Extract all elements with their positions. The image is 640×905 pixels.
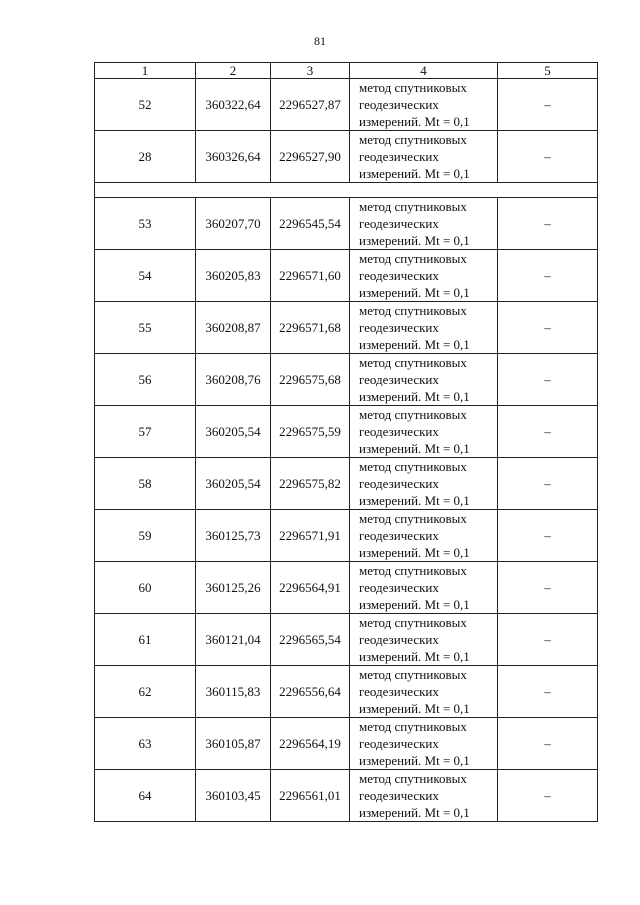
point-number-cell: 61 <box>95 614 196 666</box>
header-col-3: 3 <box>271 63 350 79</box>
x-coordinate-cell: 360115,83 <box>196 666 271 718</box>
x-coordinate-cell: 360125,73 <box>196 510 271 562</box>
y-coordinate-cell: 2296564,19 <box>271 718 350 770</box>
point-number-cell: 64 <box>95 770 196 822</box>
y-coordinate-cell: 2296561,01 <box>271 770 350 822</box>
header-row <box>95 63 598 79</box>
table-row <box>95 770 598 822</box>
table-row <box>95 354 598 406</box>
header-col-2: 2 <box>196 63 271 79</box>
y-coordinate-cell: 2296527,87 <box>271 79 350 131</box>
y-coordinate-cell: 2296527,90 <box>271 131 350 183</box>
x-coordinate-cell: 360105,87 <box>196 718 271 770</box>
point-number-cell: 59 <box>95 510 196 562</box>
header-col-4: 4 <box>350 63 498 79</box>
y-coordinate-cell: 2296564,91 <box>271 562 350 614</box>
y-coordinate-cell: 2296571,60 <box>271 250 350 302</box>
point-number-cell: 63 <box>95 718 196 770</box>
point-number-cell: 54 <box>95 250 196 302</box>
table-row <box>95 198 598 250</box>
table-row <box>95 406 598 458</box>
y-coordinate-cell: 2296556,64 <box>271 666 350 718</box>
point-number-cell: 56 <box>95 354 196 406</box>
note-cell: – <box>498 198 598 250</box>
note-cell: – <box>498 770 598 822</box>
x-coordinate-cell: 360208,76 <box>196 354 271 406</box>
table-row <box>95 614 598 666</box>
method-cell: метод спутниковых геодезических измерений. Mt = 0,1 <box>350 354 498 406</box>
table-row <box>95 666 598 718</box>
group-separator-cell <box>95 183 598 198</box>
header-col-5: 5 <box>498 63 598 79</box>
note-cell: – <box>498 354 598 406</box>
method-cell: метод спутниковых геодезических измерений. Mt = 0,1 <box>350 250 498 302</box>
y-coordinate-cell: 2296575,82 <box>271 458 350 510</box>
x-coordinate-cell: 360205,54 <box>196 406 271 458</box>
point-number-cell: 60 <box>95 562 196 614</box>
method-cell: метод спутниковых геодезических измерений. Mt = 0,1 <box>350 666 498 718</box>
table-row <box>95 79 598 131</box>
x-coordinate-cell: 360205,54 <box>196 458 271 510</box>
x-coordinate-cell: 360208,87 <box>196 302 271 354</box>
table-row <box>95 718 598 770</box>
table-row <box>95 510 598 562</box>
point-number-cell: 58 <box>95 458 196 510</box>
x-coordinate-cell: 360322,64 <box>196 79 271 131</box>
note-cell: – <box>498 302 598 354</box>
note-cell: – <box>498 510 598 562</box>
point-number-cell: 55 <box>95 302 196 354</box>
coordinates-table-body <box>95 63 598 822</box>
method-cell: метод спутниковых геодезических измерений. Mt = 0,1 <box>350 131 498 183</box>
point-number-cell: 62 <box>95 666 196 718</box>
point-number-cell: 52 <box>95 79 196 131</box>
note-cell: – <box>498 614 598 666</box>
method-cell: метод спутниковых геодезических измерений. Mt = 0,1 <box>350 614 498 666</box>
point-number-cell: 28 <box>95 131 196 183</box>
y-coordinate-cell: 2296565,54 <box>271 614 350 666</box>
note-cell: – <box>498 562 598 614</box>
x-coordinate-cell: 360103,45 <box>196 770 271 822</box>
method-cell: метод спутниковых геодезических измерений. Mt = 0,1 <box>350 510 498 562</box>
y-coordinate-cell: 2296571,91 <box>271 510 350 562</box>
note-cell: – <box>498 718 598 770</box>
x-coordinate-cell: 360121,04 <box>196 614 271 666</box>
y-coordinate-cell: 2296545,54 <box>271 198 350 250</box>
point-number-cell: 53 <box>95 198 196 250</box>
x-coordinate-cell: 360326,64 <box>196 131 271 183</box>
note-cell: – <box>498 79 598 131</box>
method-cell: метод спутниковых геодезических измерений. Mt = 0,1 <box>350 718 498 770</box>
x-coordinate-cell: 360125,26 <box>196 562 271 614</box>
method-cell: метод спутниковых геодезических измерений. Mt = 0,1 <box>350 302 498 354</box>
point-number-cell: 57 <box>95 406 196 458</box>
method-cell: метод спутниковых геодезических измерений. Mt = 0,1 <box>350 79 498 131</box>
table-row <box>95 458 598 510</box>
method-cell: метод спутниковых геодезических измерений. Mt = 0,1 <box>350 458 498 510</box>
method-cell: метод спутниковых геодезических измерений. Mt = 0,1 <box>350 198 498 250</box>
group-separator-row <box>95 183 598 198</box>
y-coordinate-cell: 2296575,68 <box>271 354 350 406</box>
note-cell: – <box>498 406 598 458</box>
x-coordinate-cell: 360205,83 <box>196 250 271 302</box>
table-row <box>95 250 598 302</box>
note-cell: – <box>498 250 598 302</box>
coordinates-table <box>94 62 598 822</box>
header-col-1: 1 <box>95 63 196 79</box>
y-coordinate-cell: 2296571,68 <box>271 302 350 354</box>
y-coordinate-cell: 2296575,59 <box>271 406 350 458</box>
method-cell: метод спутниковых геодезических измерений. Mt = 0,1 <box>350 406 498 458</box>
x-coordinate-cell: 360207,70 <box>196 198 271 250</box>
note-cell: – <box>498 458 598 510</box>
table-row <box>95 302 598 354</box>
page-number: 81 <box>314 34 326 48</box>
table-row <box>95 562 598 614</box>
table-row <box>95 131 598 183</box>
method-cell: метод спутниковых геодезических измерений. Mt = 0,1 <box>350 770 498 822</box>
note-cell: – <box>498 666 598 718</box>
method-cell: метод спутниковых геодезических измерений. Mt = 0,1 <box>350 562 498 614</box>
note-cell: – <box>498 131 598 183</box>
